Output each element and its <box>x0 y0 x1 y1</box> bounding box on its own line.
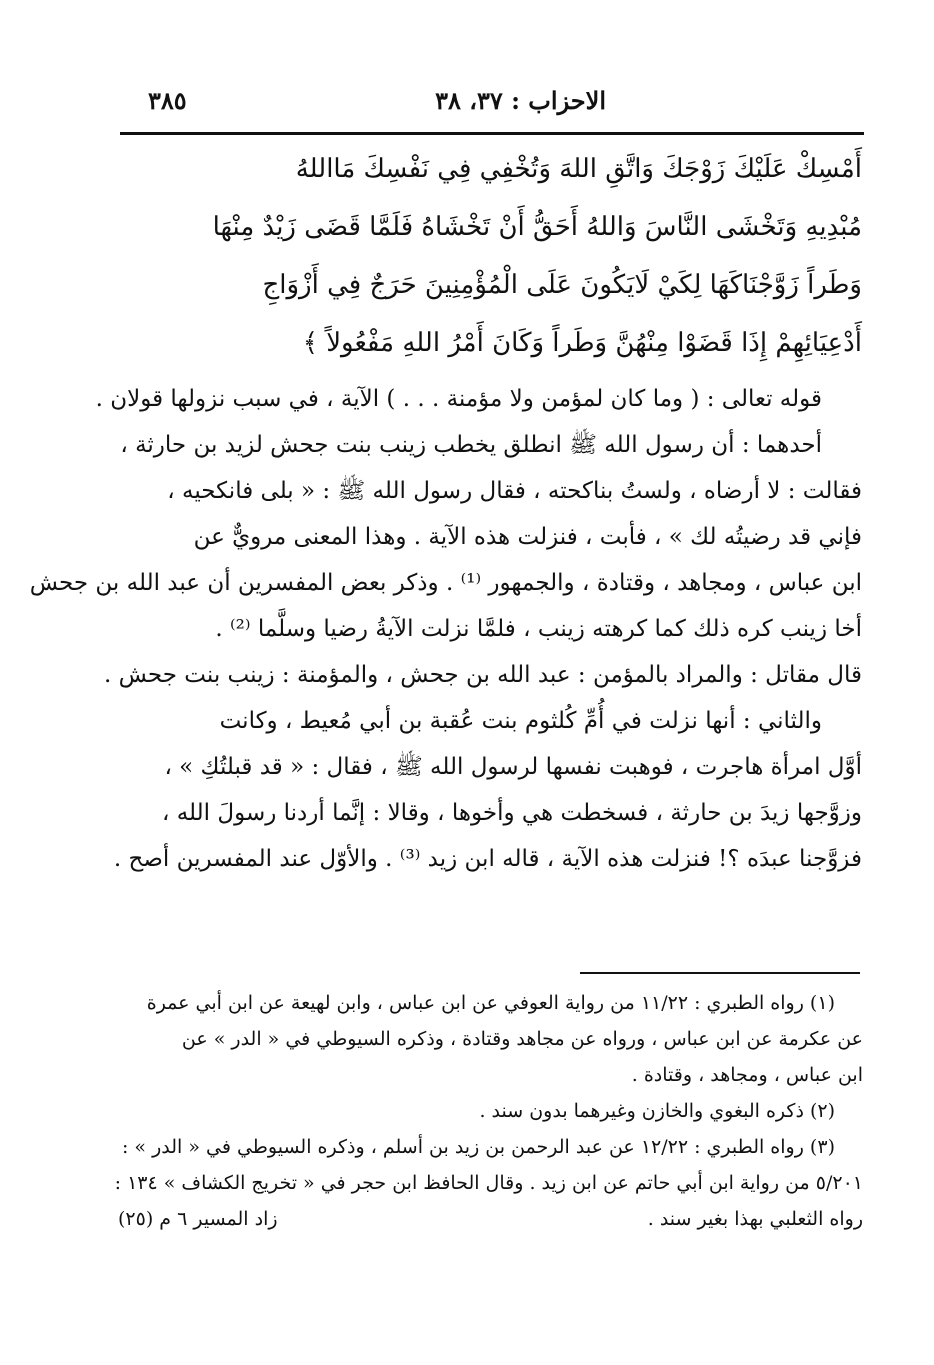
footnote-line: (١) رواه الطبري : ١١/٢٢ من رواية العوفي عن ابن عباس ، وابن لهيعة عن ابن أبي عمرة <box>146 992 835 1014</box>
page-number: ٣٨٥ <box>148 86 187 115</box>
text-line: ابن عباس ، ومجاهد ، وقتادة ، والجمهور ⁽¹⁾ . وذكر بعض المفسرين أن عبد الله بن جحش <box>29 570 862 596</box>
footer-line <box>118 1201 863 1237</box>
text-line: فزوَّجنا عبدَه ؟! فنزلت هذه الآية ، قاله ابن زيد ⁽³⁾ . والأوّل عند المفسرين أصح . <box>113 846 862 872</box>
quran-line: أَدْعِيَائِهِمْ إِذَا قَضَوْا مِنْهُنَّ وَطَراً وَكَانَ أَمْرُ اللهِ مَفْعُولاً ﴾ <box>302 328 862 358</box>
chapter-reference: الاحزاب : ٣٧، ٣٨ <box>435 86 606 115</box>
footnote-line: ٥/٢٠١ من رواية ابن أبي حاتم عن ابن زيد . وقال الحافظ ابن حجر في « تخريج الكشاف » ١٣٤ : <box>114 1172 863 1194</box>
quran-line: مُبْدِيهِ وَتَخْشَى النَّاسَ وَاللهُ أَحَقُّ أَنْ تَخْشَاهُ فَلَمَّا قَضَى زَيْدٌ مِنْهَا <box>212 212 862 242</box>
footnote-line: عن عكرمة عن ابن عباس ، ورواه عن مجاهد وقتادة ، وذكره السيوطي في « الدر » عن <box>181 1028 863 1050</box>
footnote-line: (٢) ذكره البغوي والخازن وغيرهما بدون سند . <box>479 1100 835 1122</box>
footnote-line: رواه الثعلبي بهذا بغير سند . <box>647 1208 863 1230</box>
book-signature: زاد المسير ٦ م (٢٥) <box>118 1208 278 1230</box>
footnote-line: (٣) رواه الطبري : ١٢/٢٢ عن عبد الرحمن بن زيد بن أسلم ، وذكره السيوطي في « الدر » : <box>121 1136 835 1158</box>
text-line: أخا زينب كره ذلك كما كرهته زينب ، فلمَّا نزلت الآيةُ رضيا وسلَّما ⁽²⁾ . <box>215 616 862 642</box>
text-line: فقالت : لا أرضاه ، ولستُ بناكحته ، فقال رسول الله ﷺ : « بلى فانكحيه ، <box>167 478 862 504</box>
quran-line: وَطَراً زَوَّجْنَاكَهَا لِكَيْ لَايَكُونَ عَلَى الْمُؤْمِنِينَ حَرَجٌ فِي أَزْوَاجِ <box>262 270 862 300</box>
header-rule <box>120 132 864 135</box>
footnotes <box>114 985 863 1237</box>
main-text <box>29 140 862 882</box>
text-line: أوَّل امرأة هاجرت ، فوهبت نفسها لرسول الله ﷺ ، فقال : « قد قبلتُكِ » ، <box>164 754 862 780</box>
running-header <box>120 86 858 126</box>
text-line: والثاني : أنها نزلت في أُمِّ كُلثوم بنت عُقبة بن أبي مُعيط ، وكانت <box>219 708 822 734</box>
paragraph-first-opinion <box>29 422 862 698</box>
quran-verse-block <box>120 140 862 372</box>
footnote-line: ابن عباس ، ومجاهد ، وقتادة . <box>631 1064 863 1086</box>
text-line: فإني قد رضيتُه لك » ، فأبت ، فنزلت هذه الآية . وهذا المعنى مرويٌّ عن <box>193 524 862 550</box>
text-line: أحدهما : أن رسول الله ﷺ انطلق يخطب زينب بنت جحش لزيد بن حارثة ، <box>120 432 822 458</box>
paragraph-intro <box>95 376 862 422</box>
text-line: وزوَّجها زيدَ بن حارثة ، فسخطت هي وأخوها ، وقالا : إنَّما أردنا رسولَ الله ، <box>161 800 862 826</box>
paragraph-second-opinion <box>113 698 862 882</box>
footnote-rule <box>580 972 860 974</box>
text-line: قوله تعالى : ( وما كان لمؤمن ولا مؤمنة . . . ) الآية ، في سبب نزولها قولان . <box>95 386 822 412</box>
quran-line: أَمْسِكْ عَلَيْكَ زَوْجَكَ وَاتَّقِ اللهَ وَتُخْفِي فِي نَفْسِكَ مَااللهُ <box>295 154 862 184</box>
text-line: قال مقاتل : والمراد بالمؤمن : عبد الله بن جحش ، والمؤمنة : زينب بنت جحش . <box>103 662 862 688</box>
